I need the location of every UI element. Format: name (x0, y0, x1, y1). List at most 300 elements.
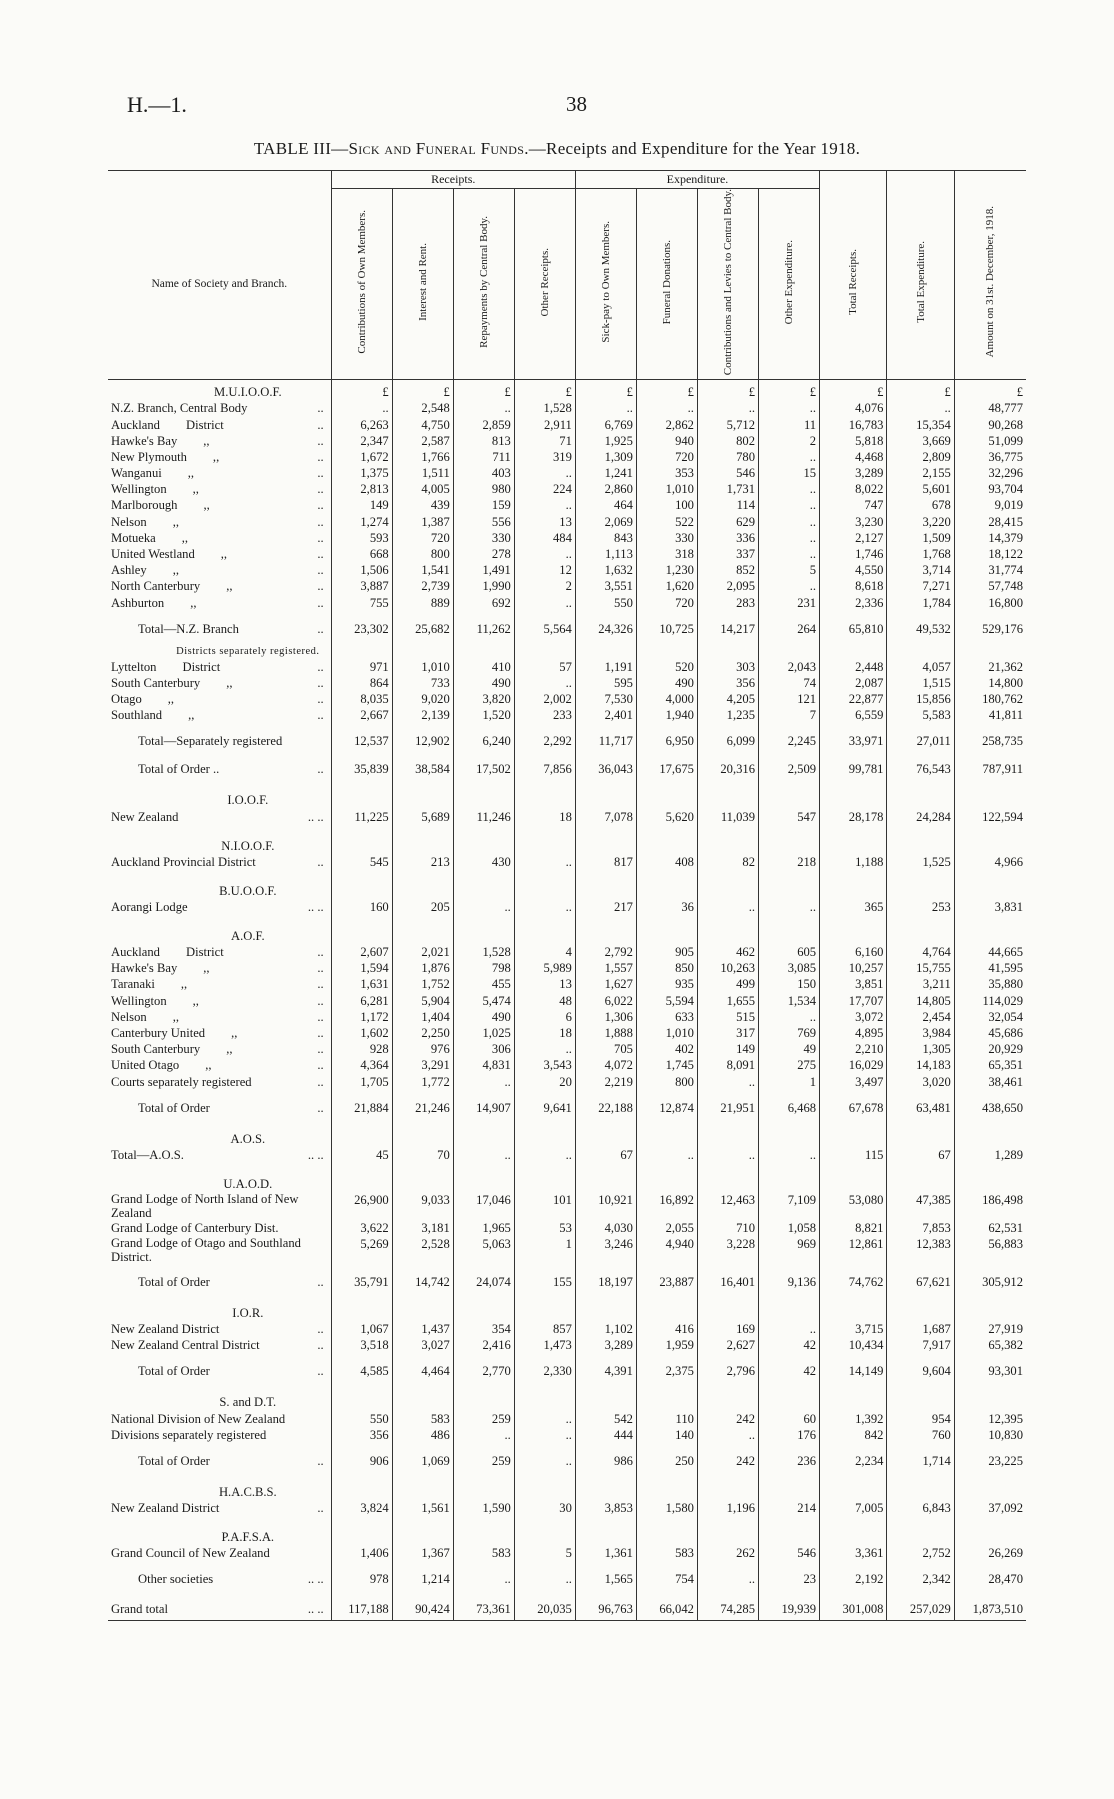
value-cell: 5 (514, 1545, 575, 1561)
value-cell: 242 (697, 1452, 758, 1471)
value-cell: .. (759, 1321, 820, 1337)
branch-qualifier: ,, (172, 563, 179, 578)
value-cell: 1,191 (575, 659, 636, 675)
value-cell: 1,672 (331, 449, 392, 465)
value-cell: 30 (514, 1500, 575, 1516)
leader-dots: .. (317, 762, 324, 777)
spacer-cell (453, 611, 514, 620)
value-cell: 4,057 (887, 659, 954, 675)
value-cell: 253 (887, 899, 954, 915)
society-name-cell (108, 1500, 331, 1516)
society-name-cell (108, 659, 331, 675)
spacer-cell (820, 1589, 887, 1598)
society-name: Total of Order (138, 1364, 210, 1379)
section-heading-row (108, 924, 1026, 944)
spacer-cell (954, 751, 1026, 760)
branch-qualifier: ,, (226, 1042, 233, 1057)
value-cell: .. (514, 899, 575, 915)
value-cell: 7,856 (514, 760, 575, 779)
unit-cell: £ (887, 380, 954, 401)
value-cell: 11,225 (331, 808, 392, 824)
society-name: Taranaki (111, 977, 155, 992)
empty-cell (575, 639, 636, 659)
spacer-cell (108, 1264, 331, 1273)
value-cell: 24,326 (575, 620, 636, 639)
society-name-cell (108, 562, 331, 578)
spacer-cell (820, 751, 887, 760)
spacer-cell (759, 751, 820, 760)
value-cell: .. (453, 1427, 514, 1443)
spacer-cell (392, 751, 453, 760)
value-cell: 1,752 (392, 976, 453, 992)
empty-cell (575, 834, 636, 854)
spacer-cell (514, 1561, 575, 1570)
value-cell: 7,853 (887, 1220, 954, 1236)
value-cell: 2,607 (331, 944, 392, 960)
value-cell: 90,268 (954, 416, 1026, 432)
unit-cell: £ (453, 380, 514, 401)
value-cell: 3,714 (887, 562, 954, 578)
spacer-cell (514, 1264, 575, 1273)
branch-qualifier: ,, (203, 433, 210, 448)
spacer-cell (514, 825, 575, 834)
value-cell: 2,219 (575, 1074, 636, 1090)
value-cell: 149 (331, 497, 392, 513)
value-cell: 15,755 (887, 960, 954, 976)
society-name: Grand Lodge of Canterbury Dist. (111, 1220, 279, 1235)
empty-cell (954, 639, 1026, 659)
value-cell: 2,859 (453, 416, 514, 432)
spacer-cell (954, 611, 1026, 620)
spacer-cell (636, 1516, 697, 1525)
value-cell: 760 (887, 1427, 954, 1443)
value-cell: 802 (697, 433, 758, 449)
value-cell: 978 (331, 1570, 392, 1589)
value-cell: 26,269 (954, 1545, 1026, 1561)
value-cell: 1,491 (453, 562, 514, 578)
value-cell: 23,225 (954, 1452, 1026, 1471)
spacer-cell (108, 1163, 331, 1172)
value-cell: 14,742 (392, 1273, 453, 1292)
empty-cell (331, 1127, 392, 1147)
value-cell: 1,528 (514, 400, 575, 416)
value-cell: 2,069 (575, 514, 636, 530)
value-cell: .. (759, 899, 820, 915)
value-cell: 16,401 (697, 1273, 758, 1292)
spacer-row (108, 1516, 1026, 1525)
spacer-cell (331, 1292, 392, 1301)
value-cell: 2,509 (759, 760, 820, 779)
col-amount-header: Amount on 31st. December, 1918. (954, 189, 1026, 380)
spacer-cell (392, 1443, 453, 1452)
value-cell: 1,766 (392, 449, 453, 465)
value-cell: 583 (636, 1545, 697, 1561)
spacer-cell (887, 1163, 954, 1172)
value-cell: 224 (514, 481, 575, 497)
value-cell: 550 (331, 1410, 392, 1426)
value-cell: 2,002 (514, 691, 575, 707)
value-cell: .. (759, 514, 820, 530)
leader-dots: .. (317, 993, 324, 1008)
spacer-cell (887, 779, 954, 788)
spacer-cell (954, 1561, 1026, 1570)
leader-dots: .. (317, 530, 324, 545)
empty-cell (575, 879, 636, 899)
value-cell: 3,228 (697, 1236, 758, 1264)
empty-cell (331, 1301, 392, 1321)
empty-cell (514, 1390, 575, 1410)
spacer-cell (697, 779, 758, 788)
leader-dots: .. (317, 621, 324, 636)
spacer-cell (392, 1471, 453, 1480)
spacer-row (108, 723, 1026, 732)
value-cell: 1,509 (887, 530, 954, 546)
value-cell: 986 (575, 1452, 636, 1471)
value-cell: 4,966 (954, 854, 1026, 870)
spacer-cell (887, 751, 954, 760)
table-row (108, 1236, 1026, 1264)
leader-dots: .. (317, 482, 324, 497)
spacer-cell (954, 723, 1026, 732)
value-cell: 905 (636, 944, 697, 960)
spacer-cell (108, 1589, 331, 1598)
leader-dots: .. (317, 675, 324, 690)
value-cell: 852 (697, 562, 758, 578)
section-heading: Districts separately registered. (176, 645, 320, 657)
value-cell: 96,763 (575, 1598, 636, 1621)
value-cell: 159 (453, 497, 514, 513)
society-name: United Westland (111, 547, 195, 562)
spacer-cell (820, 1163, 887, 1172)
spacer-cell (759, 1381, 820, 1390)
value-cell: 769 (759, 1025, 820, 1041)
value-cell: 42 (759, 1337, 820, 1353)
empty-cell (759, 1127, 820, 1147)
empty-cell (636, 639, 697, 659)
empty-cell (954, 1301, 1026, 1321)
value-cell: 21,884 (331, 1099, 392, 1118)
spacer-cell (392, 1264, 453, 1273)
value-cell: 2,448 (820, 659, 887, 675)
value-cell: 1,873,510 (954, 1598, 1026, 1621)
value-cell: 42 (759, 1362, 820, 1381)
society-name-cell (108, 834, 331, 854)
spacer-row (108, 611, 1026, 620)
value-cell: 6,160 (820, 944, 887, 960)
value-cell: 6,263 (331, 416, 392, 432)
spacer-cell (453, 1471, 514, 1480)
table-row (108, 595, 1026, 611)
value-cell: .. (759, 497, 820, 513)
value-cell: .. (514, 675, 575, 691)
empty-cell (887, 1390, 954, 1410)
spacer-cell (392, 1353, 453, 1362)
spacer-cell (636, 1118, 697, 1127)
receipts-group-header: Receipts. (331, 171, 575, 189)
unit-cell: £ (759, 380, 820, 401)
value-cell: .. (759, 400, 820, 416)
value-cell: 1,305 (887, 1041, 954, 1057)
empty-cell (331, 1390, 392, 1410)
value-cell: 430 (453, 854, 514, 870)
spacer-row (108, 1090, 1026, 1099)
value-cell: 3,669 (887, 433, 954, 449)
value-cell: 20,316 (697, 760, 758, 779)
society-name-cell (108, 707, 331, 723)
value-cell: 4,550 (820, 562, 887, 578)
table-row (108, 562, 1026, 578)
empty-cell (331, 1525, 392, 1545)
value-cell: 1,965 (453, 1220, 514, 1236)
society-name: Ashburton (111, 595, 165, 610)
value-cell: 2,792 (575, 944, 636, 960)
value-cell: 1,888 (575, 1025, 636, 1041)
value-cell: 522 (636, 514, 697, 530)
spacer-cell (636, 1264, 697, 1273)
society-name: Total—A.O.S. (111, 1147, 184, 1162)
section-heading-row (108, 879, 1026, 899)
society-name: Nelson (111, 1009, 147, 1024)
table-row (108, 1025, 1026, 1041)
spacer-cell (954, 825, 1026, 834)
section-heading: U.A.O.D. (223, 1176, 273, 1191)
value-cell: 67 (887, 1147, 954, 1163)
spacer-cell (514, 1163, 575, 1172)
empty-cell (575, 1127, 636, 1147)
empty-cell (697, 834, 758, 854)
empty-cell (887, 1480, 954, 1500)
society-name-cell (108, 1099, 331, 1118)
spacer-cell (514, 1090, 575, 1099)
empty-cell (887, 788, 954, 808)
value-cell: 3,622 (331, 1220, 392, 1236)
value-cell: 10,434 (820, 1337, 887, 1353)
spacer-cell (697, 1471, 758, 1480)
spacer-row (108, 1353, 1026, 1362)
col-total-receipts-header: Total Receipts. (820, 189, 887, 380)
spacer-cell (759, 1443, 820, 1452)
value-cell: 8,035 (331, 691, 392, 707)
value-cell: 7,109 (759, 1192, 820, 1220)
spacer-cell (514, 1353, 575, 1362)
value-cell: 928 (331, 1041, 392, 1057)
society-name-cell (108, 1147, 331, 1163)
table-row (108, 993, 1026, 1009)
value-cell: .. (697, 1074, 758, 1090)
spacer-cell (331, 723, 392, 732)
value-cell: 4,895 (820, 1025, 887, 1041)
value-cell: 935 (636, 976, 697, 992)
total-row (108, 1452, 1026, 1471)
spacer-cell (954, 870, 1026, 879)
value-cell: .. (514, 1410, 575, 1426)
value-cell: 9,019 (954, 497, 1026, 513)
empty-cell (697, 639, 758, 659)
value-cell: 1,235 (697, 707, 758, 723)
value-cell: 18,197 (575, 1273, 636, 1292)
value-cell: 24,284 (887, 808, 954, 824)
value-cell: 3,289 (820, 465, 887, 481)
value-cell: .. (759, 1147, 820, 1163)
value-cell: .. (697, 1147, 758, 1163)
value-cell: 213 (392, 854, 453, 870)
empty-cell (453, 1525, 514, 1545)
spacer-cell (820, 1090, 887, 1099)
branch-qualifier: ,, (172, 514, 179, 529)
spacer-cell (575, 611, 636, 620)
value-cell: 711 (453, 449, 514, 465)
value-cell: 4,364 (331, 1057, 392, 1073)
table-row (108, 854, 1026, 870)
empty-cell (887, 879, 954, 899)
value-cell: 353 (636, 465, 697, 481)
value-cell: 70 (392, 1147, 453, 1163)
society-name: Marlborough (111, 498, 178, 513)
value-cell: 22,188 (575, 1099, 636, 1118)
spacer-cell (759, 1118, 820, 1127)
society-name-cell (108, 1598, 331, 1621)
value-cell: 28,415 (954, 514, 1026, 530)
empty-cell (954, 834, 1026, 854)
spacer-cell (331, 915, 392, 924)
table-body (108, 380, 1026, 1621)
value-cell: 65,351 (954, 1057, 1026, 1073)
value-cell: 65,382 (954, 1337, 1026, 1353)
value-cell: 317 (697, 1025, 758, 1041)
spacer-cell (697, 751, 758, 760)
spacer-cell (820, 1561, 887, 1570)
spacer-cell (887, 1292, 954, 1301)
empty-cell (636, 1480, 697, 1500)
value-cell: 1,172 (331, 1009, 392, 1025)
value-cell: 31,774 (954, 562, 1026, 578)
society-name-cell (108, 691, 331, 707)
society-name-cell (108, 530, 331, 546)
empty-cell (954, 879, 1026, 899)
value-cell: 1,515 (887, 675, 954, 691)
section-heading-row (108, 1172, 1026, 1192)
spacer-cell (697, 1264, 758, 1273)
spacer-row (108, 1471, 1026, 1480)
value-cell: 18,122 (954, 546, 1026, 562)
value-cell: 1,705 (331, 1074, 392, 1090)
spacer-cell (575, 779, 636, 788)
spacer-cell (820, 1353, 887, 1362)
value-cell: 3,715 (820, 1321, 887, 1337)
value-cell: 747 (820, 497, 887, 513)
spacer-cell (514, 1471, 575, 1480)
value-cell: .. (453, 1074, 514, 1090)
value-cell: 23,302 (331, 620, 392, 639)
spacer-cell (331, 1090, 392, 1099)
spacer-row (108, 1561, 1026, 1570)
value-cell: 3,820 (453, 691, 514, 707)
table-row (108, 546, 1026, 562)
leader-dots: .. (317, 563, 324, 578)
table-row (108, 960, 1026, 976)
society-name: Hawke's Bay (111, 961, 178, 976)
empty-cell (759, 639, 820, 659)
col-contrib-levies-header: Contributions and Levies to Central Body. (697, 189, 758, 380)
value-cell: 515 (697, 1009, 758, 1025)
society-name-cell (108, 1172, 331, 1192)
branch-qualifier: ,, (188, 708, 195, 723)
spacer-cell (759, 779, 820, 788)
spacer-cell (514, 1589, 575, 1598)
empty-cell (331, 1480, 392, 1500)
value-cell: 4 (514, 944, 575, 960)
value-cell: 218 (759, 854, 820, 870)
value-cell: 67,678 (820, 1099, 887, 1118)
value-cell: 73,361 (453, 1598, 514, 1621)
spacer-cell (820, 611, 887, 620)
value-cell: 27,919 (954, 1321, 1026, 1337)
value-cell: .. (697, 400, 758, 416)
value-cell: .. (514, 497, 575, 513)
value-cell: 5,818 (820, 433, 887, 449)
leader-dots: .. (317, 945, 324, 960)
value-cell: 17,707 (820, 993, 887, 1009)
section-heading: A.O.F. (231, 929, 265, 944)
spacer-cell (820, 1118, 887, 1127)
blank-group (820, 171, 887, 189)
spacer-cell (636, 779, 697, 788)
spacer-cell (887, 1516, 954, 1525)
spacer-cell (331, 1118, 392, 1127)
value-cell: 14,800 (954, 675, 1026, 691)
value-cell: .. (697, 1427, 758, 1443)
spacer-cell (392, 915, 453, 924)
value-cell: 17,502 (453, 760, 514, 779)
spacer-cell (453, 779, 514, 788)
value-cell: .. (453, 1147, 514, 1163)
value-cell: 66,042 (636, 1598, 697, 1621)
value-cell: 7,078 (575, 808, 636, 824)
spacer-cell (453, 751, 514, 760)
spacer-cell (636, 1163, 697, 1172)
society-name: Auckland Provincial District (111, 854, 256, 869)
value-cell: 12,383 (887, 1236, 954, 1264)
value-cell: 10,263 (697, 960, 758, 976)
spacer-cell (331, 1381, 392, 1390)
value-cell: 2,234 (820, 1452, 887, 1471)
value-cell: 546 (759, 1545, 820, 1561)
value-cell: 755 (331, 595, 392, 611)
value-cell: .. (636, 1147, 697, 1163)
value-cell: 3,851 (820, 976, 887, 992)
spacer-cell (887, 1118, 954, 1127)
spacer-cell (820, 915, 887, 924)
value-cell: 217 (575, 899, 636, 915)
leader-dots: .. (317, 417, 324, 432)
unit-cell: £ (392, 380, 453, 401)
spacer-cell (392, 1561, 453, 1570)
value-cell: 1,025 (453, 1025, 514, 1041)
spacer-cell (820, 1516, 887, 1525)
branch-qualifier: ,, (192, 482, 199, 497)
society-name-cell (108, 1025, 331, 1041)
value-cell: 464 (575, 497, 636, 513)
value-cell: .. (453, 899, 514, 915)
value-cell: 3,543 (514, 1057, 575, 1073)
value-cell: 117,188 (331, 1598, 392, 1621)
value-cell: 233 (514, 707, 575, 723)
value-cell: 410 (453, 659, 514, 675)
leader-dots: .. (317, 1009, 324, 1024)
spacer-row (108, 1381, 1026, 1390)
value-cell: 486 (392, 1427, 453, 1443)
value-cell: 3,027 (392, 1337, 453, 1353)
